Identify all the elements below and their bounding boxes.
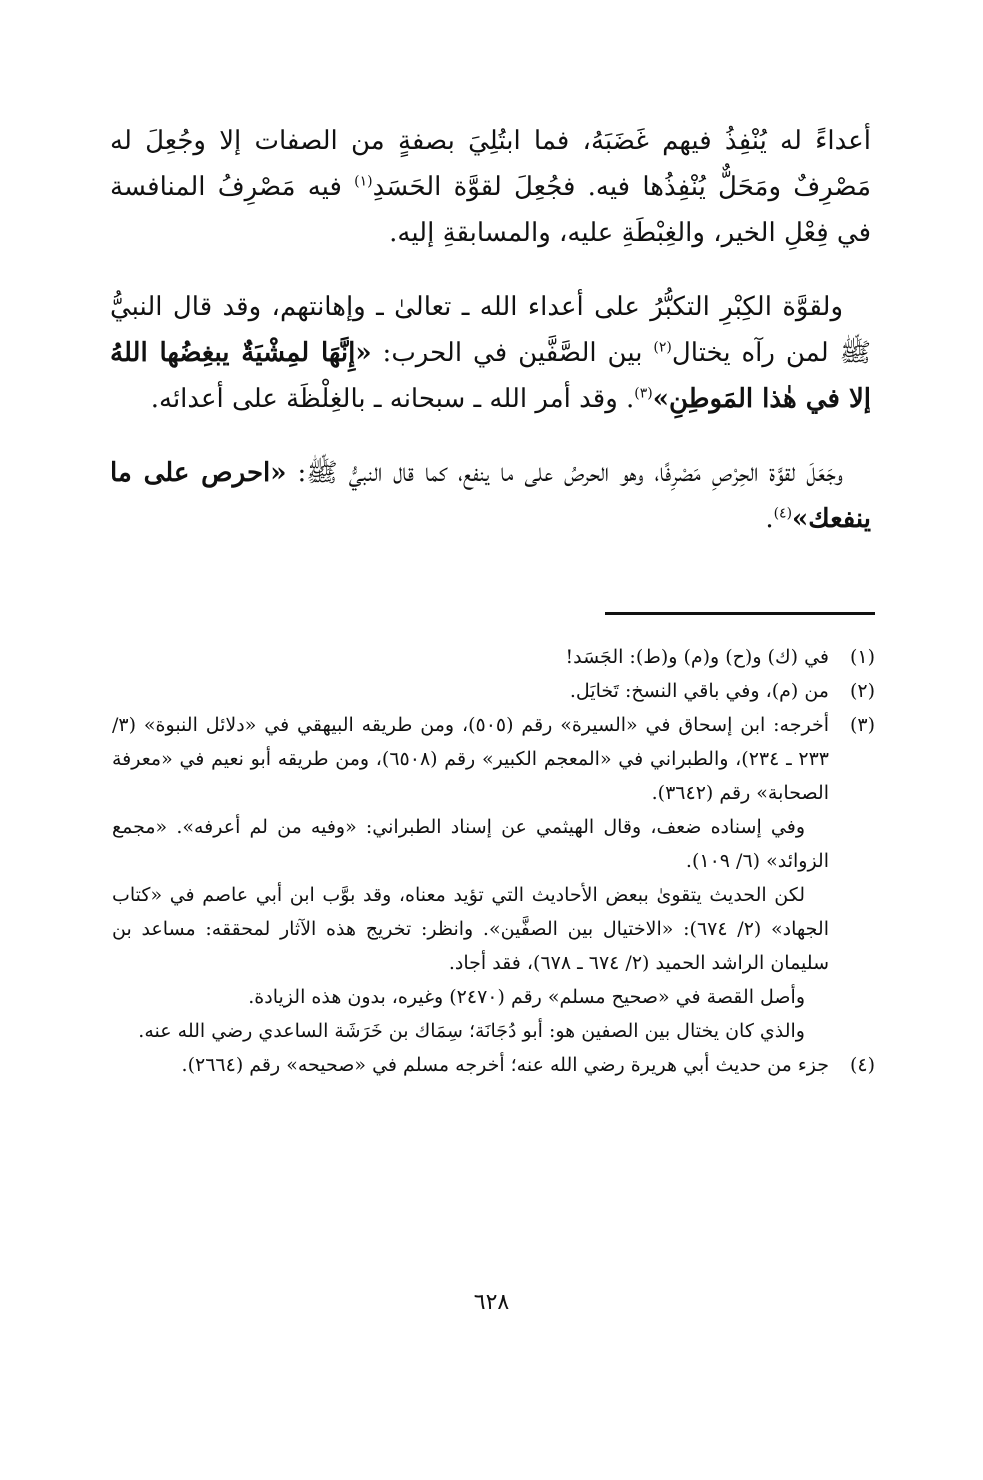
page-number: ٦٢٨: [473, 1290, 510, 1315]
paragraph-1-text: أعداءً له يُنْفِذُ فيهم غَضَبَهُ، فما ابتُلِيَ بصفةٍ من الصفات إلا وجُعِلَ له مَصْرِفٌ ومَحَلٌّ يُنْفِذُها فيه. فجُعِلَ لقوَّة الحَسَدِ: [110, 126, 871, 202]
footnote-line: وأصل القصة في «صحيح مسلم» رقم (٢٤٧٠) وغيره، بدون هذه الزيادة.: [248, 986, 805, 1008]
hadith-quote-1: «إِنَّهَا لمِشْيَةٌ يبغِضُها اللهُ إلا في هٰذا المَوطِنِ»: [110, 338, 871, 414]
paragraph-3-start: وجَعَلَ لقوَّة الحِرْصِ مَصْرِفًا، وهو الحرصُ على ما ينفع، كما قال النبيُّ ﷺ:: [286, 458, 843, 488]
paragraph-2: [110, 284, 871, 422]
main-text: [110, 118, 871, 570]
footnote-separator: [605, 612, 875, 615]
footnote-line: من (م)، وفي باقي النسخ: تَخايَل.: [569, 680, 829, 702]
footnote-number: (٤): [849, 1054, 875, 1076]
paragraph-2-mid: بين الصَّفَّين في الحرب:: [371, 338, 654, 368]
paragraph-3: [110, 450, 871, 542]
paragraph-1-end: فيه مَصْرِفُ المنافسة في فِعْلِ الخير، والغِبْطَةِ عليه، والمسابقةِ إليه.: [110, 172, 871, 248]
hadith-quote-2: «احرص على ما ينفعك»: [110, 458, 871, 534]
footnote-ref-2: (٢): [653, 339, 672, 356]
footnote-ref-1: (١): [354, 173, 373, 190]
paragraph-2-start: ولقوَّة الكِبْرِ التكبُّرُ على أعداء الله ـ تعالىٰ ـ وإهانتهم، وقد قال النبيُّ ﷺ لمن رآه يختال: [110, 292, 872, 368]
footnote-number: (٢): [849, 680, 875, 702]
paragraph-2-end: . وقد أمر الله ـ سبحانه ـ بالغِلْظَة على أعدائه.: [150, 384, 635, 414]
footnote-body: [112, 674, 829, 708]
footnote-line: والذي كان يختال بين الصفين هو: أبو دُجَانَة؛ سِمَاك بن خَرَشَة الساعدي رضي الله عنه.: [138, 1020, 805, 1042]
footnote-body: [112, 708, 829, 1048]
footnote-4: [112, 1048, 875, 1082]
footnote-number: (١): [849, 646, 875, 668]
footnote-line: جزء من حديث أبي هريرة رضي الله عنه؛ أخرجه مسلم في «صحيحه» رقم (٢٦٦٤).: [181, 1054, 829, 1076]
footnote-2: [112, 674, 875, 708]
paragraph-1: [110, 118, 871, 256]
footnotes: [112, 640, 875, 1082]
footnote-ref-3: (٣): [634, 385, 653, 402]
footnote-line: أخرجه: ابن إسحاق في «السيرة» رقم (٥٠٥)، ومن طريقه البيهقي في «دلائل النبوة» (٣/ ٢٣٣ ـ ٢٣٤)، والطبراني في «المعجم الكبير» رقم (٦٥٠٨)، ومن طريقه أبو نعيم في «معرفة الصحابة» رقم (٣٦٤٢).: [112, 714, 829, 804]
footnote-ref-4: (٤): [773, 505, 793, 522]
footnote-body: [112, 640, 829, 674]
paragraph-3-end: .: [765, 504, 774, 534]
footnote-number: (٣): [849, 714, 875, 736]
footnote-1: [112, 640, 875, 674]
footnote-line: لكن الحديث يتقوىٰ ببعض الأحاديث التي تؤيد معناه، وقد بوَّب ابن أبي عاصم في «كتاب الجهاد» (٢/ ٦٧٤): «الاختيال بين الصفَّين». وانظر: تخريج هذه الآثار لمحققه: مساعد بن سليمان الراشد الحميد (٢/ ٦٧٤ ـ ٦٧٨)، فقد أجاد.: [112, 884, 829, 974]
footnote-line: في (ك) و(ح) و(م) و(ط): الجَسَد!: [565, 646, 829, 668]
footnote-body: [112, 1048, 829, 1082]
footnote-line: وفي إسناده ضعف، وقال الهيثمي عن إسناد الطبراني: «وفيه من لم أعرفه». «مجمع الزوائد» (٦/ ١٠٩).: [112, 816, 829, 872]
footnote-3: [112, 708, 875, 1048]
